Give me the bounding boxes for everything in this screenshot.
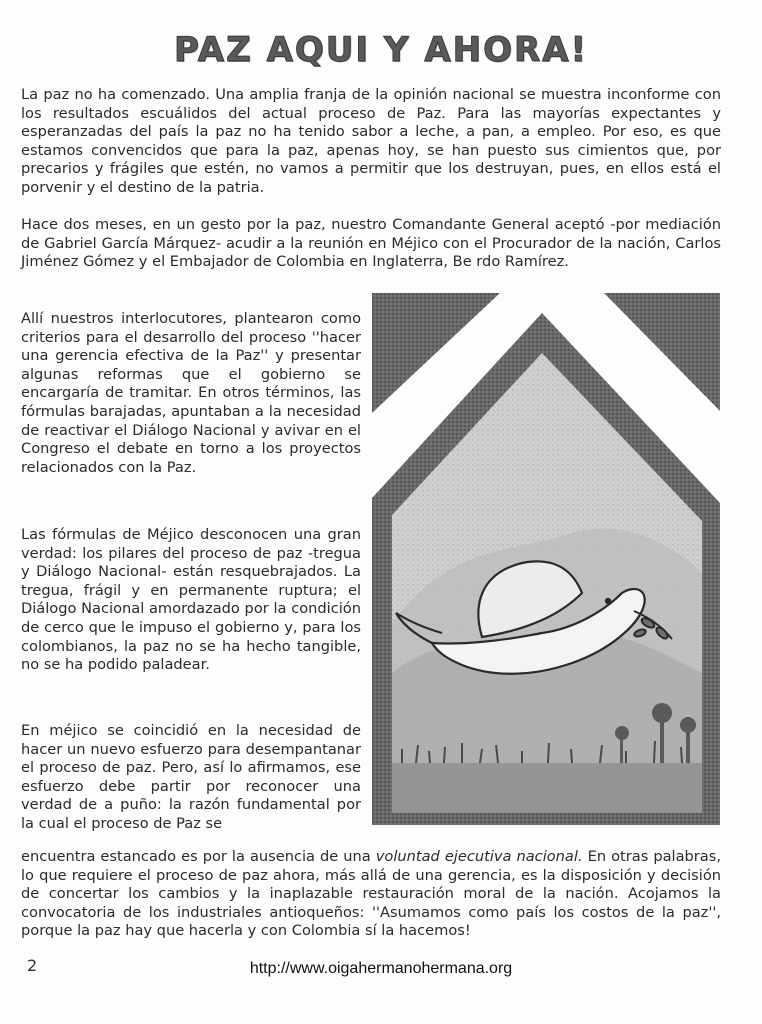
- paragraph-effort: En méjico se coincidió en la necesidad de hacer un nuevo esfuerzo para desempantanar el proceso de paz. Pero, así lo afirmamos, ese esfuerzo debe partir por reconocer una verdad de a puño: la razón fundamental por la cual el proceso de Paz se: [21, 722, 361, 832]
- conclusion-text-end: En otras palabras, lo que requiere el proceso de paz ahora, más allá de una gerencia, es la disposición y decisión de concertar los cambios y la inaplazable restauración moral de la nación. Acojamos la convocatoria de los industriales antioqueños: ''Asumamos como país los costos de la paz'', porque la paz hay que hacerla y con Colombia sí la hacemos!: [21, 848, 721, 940]
- page-title: PAZ AQUI Y AHORA!: [173, 30, 589, 70]
- corner-shape-right: [604, 293, 720, 411]
- conclusion-emphasis: voluntad ejecutiva nacional.: [375, 848, 583, 865]
- conclusion-text-start: encuentra estancado es por la ausencia de una: [21, 848, 376, 865]
- paragraph-meeting: Hace dos meses, en un gesto por la paz, nuestro Comandante General aceptó -por mediación de Gabriel García Márquez- acudir a la reunión en Méjico con el Procurador de la nación, Carlos Jiménez Gómez y el Embajador de Colombia en Inglaterra, Be rdo Ramírez.: [21, 216, 721, 271]
- ground-band: [392, 763, 702, 813]
- dove-with-olive-branch-icon: [372, 293, 720, 825]
- paragraph-intro: La paz no ha comenzado. Una amplia franja de la opinión nacional se muestra inconforme con los resultados escuálidos del actual proceso de Paz. Para las mayorías expectantes y esperanzadas del país la paz no ha tenido sabor a leche, a pan, a empleo. Por eso, es que estamos convencidos que para la paz, apenas hoy, se han puesto sus cimientos que, por precarios y frágiles que estén, no vamos a permitir que los destruyan, pues, en ellos está el porvenir y el destino de la patria.: [21, 86, 721, 196]
- paragraph-conclusion: [21, 848, 721, 941]
- page-number: 2: [27, 956, 38, 975]
- paragraph-formulas: Las fórmulas de Méjico desconocen una gran verdad: los pilares del proceso de paz -tregua y Diálogo Nacional- están resquebrajados. La tregua, frágil y en permanente ruptura; el Diálogo Nacional amordazado por la condición de cerco que le impuso el gobierno y, para los colombianos, la paz no se ha hecho tangible, no se ha podido paladear.: [21, 526, 361, 674]
- footer-url[interactable]: http://www.oigahermanohermana.org: [249, 960, 513, 977]
- paragraph-interlocutors: Allí nuestros interlocutores, plantearon como criterios para el desarrollo del proceso ''hacer una gerencia efectiva de la Paz'' y presentar algunas reformas que el gobierno se encargaría de tramitar. En otros términos, las fórmulas barajadas, apuntaban a la necesidad de reactivar el Diálogo Nacional y avivar en el Congreso el debate en torno a los proyectos relacionados con la Paz.: [21, 310, 361, 476]
